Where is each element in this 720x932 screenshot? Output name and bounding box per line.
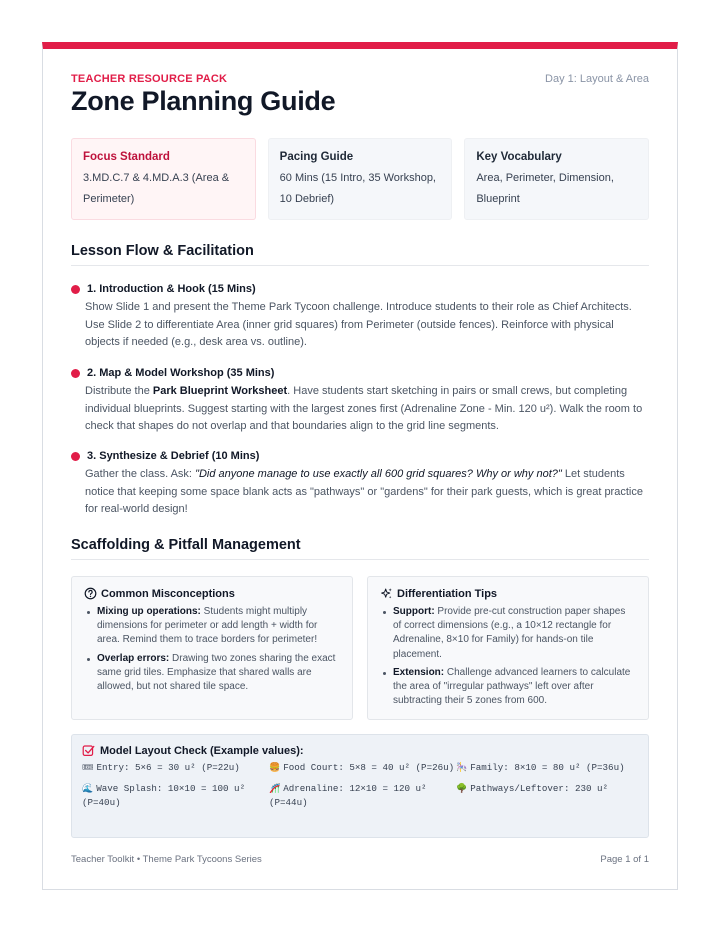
checkbox-icon — [82, 744, 95, 757]
list-item — [84, 605, 340, 648]
item-text: Provide pre-cut construction paper shapes of correct dimensions (e.g., a 10×12 rectangle for Adrenaline, 8×10 for Family) for hands-on tile placement. — [393, 606, 626, 660]
item-lead: Overlap errors: — [97, 652, 170, 664]
burger-icon: 🍔 — [269, 763, 281, 773]
roller-coaster-icon: 🎢 — [269, 783, 281, 794]
step-body — [85, 466, 649, 519]
zone-food-court — [269, 761, 456, 776]
zone-text: Adrenaline: 12×10 = 120 u² (P=44u) — [269, 782, 427, 808]
item-text: Drawing two zones sharing the exact same grid tiles. Emphasize that shared walls are allowed, but not shared tile space. — [97, 652, 336, 693]
check-title — [82, 744, 638, 757]
differentiation-box — [367, 576, 649, 720]
document-page — [42, 42, 678, 890]
step-body — [85, 383, 649, 436]
step-text: Let students notice that keeping some space blank acts as "pathways" or "gardens" for their park guests, which is great practice for real-world design! — [85, 468, 643, 515]
scaffolding-boxes — [71, 576, 649, 720]
box-title — [380, 587, 636, 600]
card-title: Pacing Guide — [279, 151, 354, 163]
step-title: 2. Map & Model Workshop (35 Mins) — [87, 367, 275, 379]
step-heading — [71, 282, 649, 296]
step-text: Distribute the — [85, 385, 153, 397]
item-lead: Mixing up operations: — [97, 606, 201, 617]
step-heading — [71, 449, 649, 463]
zone-wave-splash — [82, 782, 269, 811]
zone-values-grid — [82, 761, 638, 811]
bullet-dot — [71, 452, 80, 461]
tree-icon: 🌳 — [456, 783, 468, 794]
zone-text: Family: 8×10 = 80 u² (P=36u) — [470, 762, 625, 773]
page-title: Zone Planning Guide — [71, 86, 336, 116]
bullet-dot — [71, 285, 80, 294]
step-title: 3. Synthesize & Debrief (10 Mins) — [87, 450, 260, 462]
card-title: Key Vocabulary — [476, 151, 562, 163]
lesson-step — [71, 449, 649, 519]
check-title-text: Model Layout Check (Example values): — [100, 744, 304, 757]
bullet-dot — [71, 369, 80, 378]
box-title-text: Common Misconceptions — [101, 587, 235, 600]
misconceptions-list — [84, 605, 340, 694]
item-text: Challenge advanced learners to calculate the area of "irregular pathways" left over after subtracting their 5 zones from 600. — [393, 666, 631, 707]
footer-series: Teacher Toolkit • Theme Park Tycoons Series — [71, 854, 262, 865]
lesson-flow-heading: Lesson Flow & Facilitation — [71, 243, 649, 266]
pacing-guide-card — [268, 138, 453, 220]
card-body: 60 Mins (15 Intro, 35 Workshop, 10 Debrief) — [279, 172, 436, 205]
zone-text: Entry: 5×6 = 30 u² (P=22u) — [96, 762, 240, 773]
key-vocabulary-card — [464, 138, 649, 220]
zone-pathways — [456, 782, 636, 811]
card-body: 3.MD.C.7 & 4.MD.A.3 (Area & Perimeter) — [83, 172, 230, 205]
card-body: Area, Perimeter, Dimension, Blueprint — [476, 172, 614, 205]
zone-text: Wave Splash: 10×10 = 100 u² (P=40u) — [82, 782, 246, 808]
sparkles-icon — [380, 587, 393, 600]
item-text: Students might multiply dimensions for perimeter or add length + width for area. Remind them to trace borders for perimeter! — [97, 606, 318, 646]
model-layout-check — [71, 734, 649, 838]
info-cards — [71, 138, 649, 220]
item-lead: Extension: — [393, 666, 445, 678]
zone-text: Pathways/Leftover: 230 u² — [470, 782, 609, 794]
carousel-icon: 🎠 — [456, 763, 468, 773]
question-circle-icon — [84, 587, 97, 600]
wave-icon: 🌊 — [82, 783, 94, 794]
list-item — [380, 666, 636, 709]
ticket-icon: 🎟 — [82, 763, 94, 773]
box-title — [84, 587, 340, 600]
misconceptions-box — [71, 576, 353, 720]
step-text: . Have students start sketching in pairs or small crews, but completing individual blueprints. Suggest starting with the largest zones first (Adrenaline Zone - Min. 120 u²). Walk the room to check that shapes do not overlap and that boundaries align to the grid line segments. — [85, 385, 643, 432]
list-item — [380, 605, 636, 662]
zone-entry — [82, 761, 269, 776]
day-label: Day 1: Layout & Area — [545, 73, 649, 85]
list-item — [84, 652, 340, 695]
footer-page-number: Page 1 of 1 — [600, 854, 649, 865]
lesson-step — [71, 282, 649, 352]
focus-standard-card — [71, 138, 256, 220]
item-lead: Support: — [393, 606, 435, 617]
step-heading — [71, 366, 649, 380]
box-title-text: Differentiation Tips — [397, 587, 498, 600]
zone-adrenaline — [269, 782, 456, 811]
discussion-question: "Did anyone manage to use exactly all 600 grid squares? Why or why not?" — [195, 468, 562, 480]
resource-kicker: TEACHER RESOURCE PACK — [71, 73, 228, 85]
step-text: Gather the class. Ask: — [85, 468, 196, 480]
lesson-step — [71, 366, 649, 436]
card-title: Focus Standard — [83, 151, 170, 163]
zone-family — [456, 761, 636, 776]
step-title: 1. Introduction & Hook (15 Mins) — [87, 283, 256, 295]
step-body: Show Slide 1 and present the Theme Park Tycoon challenge. Introduce students to their role as Chief Architects. Use Slide 2 to differentiate Area (inner grid squares) from Perimeter (outside fences). Reinforce with physical objects if needed (e.g., desk area vs. outline). — [85, 301, 632, 348]
worksheet-name: Park Blueprint Worksheet — [152, 385, 288, 397]
zone-text: Food Court: 5×8 = 40 u² (P=26u) — [283, 762, 455, 773]
differentiation-list — [380, 605, 636, 708]
scaffolding-heading: Scaffolding & Pitfall Management — [71, 537, 649, 560]
